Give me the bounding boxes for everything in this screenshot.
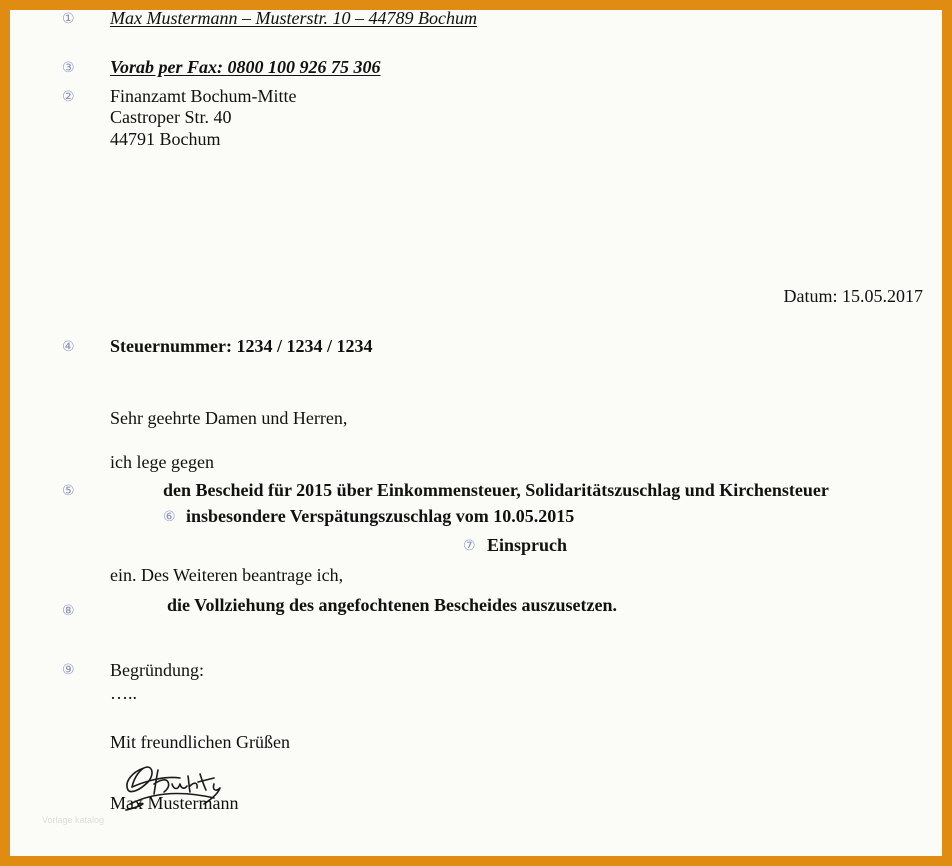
watermark: Vorlage katalog	[42, 815, 105, 825]
body-decision: den Bescheid für 2015 über Einkommensteuer, Solidaritätszuschlag und Kirchensteuer	[163, 480, 829, 500]
body-intro: ich lege gegen	[110, 452, 214, 472]
body-particularly: insbesondere Verspätungszuschlag vom 10.05.2015	[186, 506, 575, 526]
marker-1: ①	[62, 11, 75, 27]
marker-4: ④	[62, 339, 75, 355]
marker-5: ⑤	[62, 483, 75, 499]
marker-7: ⑦	[463, 538, 476, 554]
reasoning-label: Begründung:	[110, 660, 204, 680]
closing: Mit freundlichen Grüßen	[110, 732, 290, 752]
recipient-street: Castroper Str. 40	[110, 107, 232, 127]
signer-name: Max Mustermann	[110, 793, 239, 813]
marker-6: ⑥	[163, 509, 176, 525]
body-further: ein. Des Weiteren beantrage ich,	[110, 565, 344, 585]
body-suspension: die Vollziehung des angefochtenen Bescheides auszusetzen.	[167, 595, 618, 615]
fax-line: Vorab per Fax: 0800 100 926 75 306	[110, 57, 381, 77]
sender-line: Max Mustermann – Musterstr. 10 – 44789 Bochum	[110, 8, 477, 28]
tax-number-line: Steuernummer: 1234 / 1234 / 1234	[110, 336, 373, 356]
reasoning-placeholder: …..	[110, 683, 137, 703]
marker-2: ②	[62, 89, 75, 105]
salutation: Sehr geehrte Damen und Herren,	[110, 408, 348, 428]
body-objection: Einspruch	[487, 535, 568, 555]
marker-3: ③	[62, 60, 75, 76]
recipient-city: 44791 Bochum	[110, 129, 221, 149]
marker-9: ⑨	[62, 662, 75, 678]
date-line: Datum: 15.05.2017	[783, 286, 923, 306]
marker-8: ⑧	[62, 603, 75, 619]
recipient-name: Finanzamt Bochum-Mitte	[110, 86, 297, 106]
